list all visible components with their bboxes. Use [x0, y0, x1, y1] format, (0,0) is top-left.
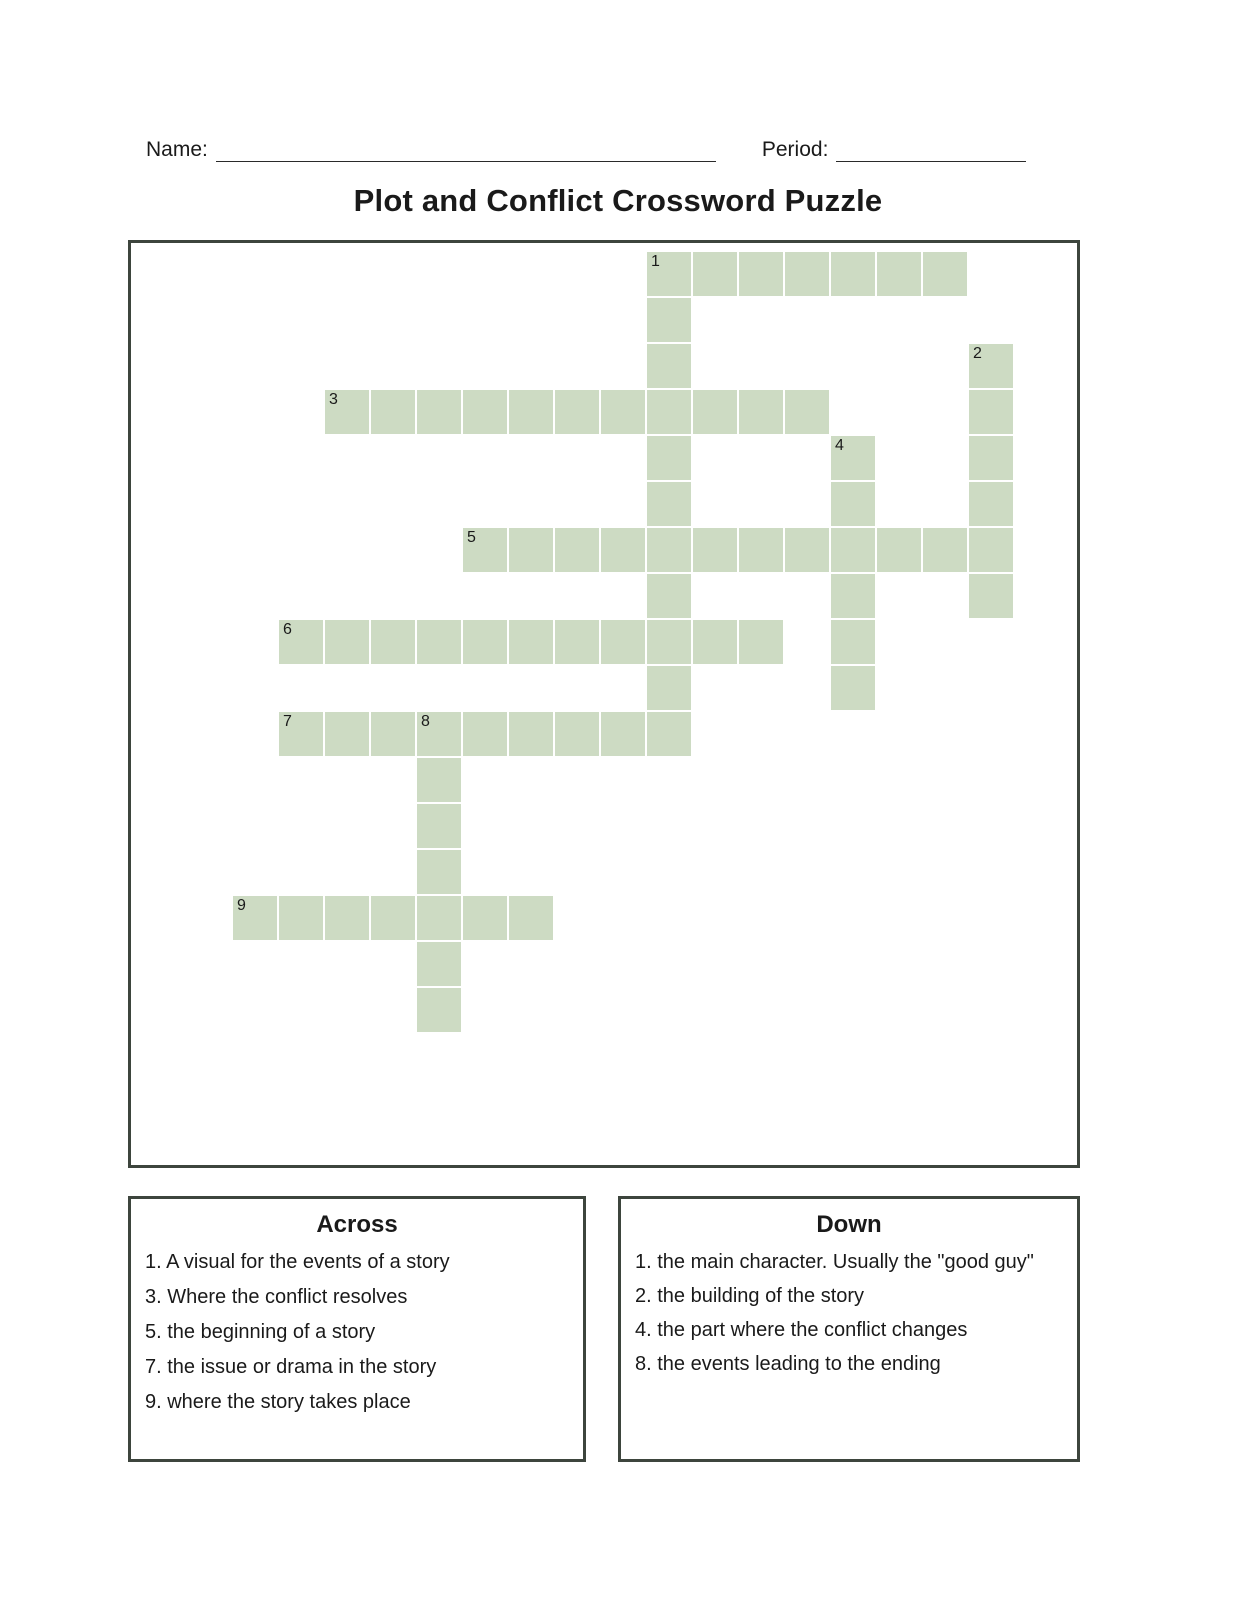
crossword-cell[interactable] — [462, 619, 508, 665]
crossword-cell[interactable] — [646, 343, 692, 389]
crossword-cells-container — [131, 243, 1077, 1165]
down-clue-item: 4. the part where the conflict changes — [635, 1319, 968, 1341]
crossword-cell[interactable] — [554, 389, 600, 435]
crossword-cell[interactable] — [278, 711, 324, 757]
crossword-cell[interactable] — [968, 435, 1014, 481]
crossword-cell[interactable] — [646, 389, 692, 435]
crossword-cell[interactable] — [738, 251, 784, 297]
crossword-cell[interactable] — [416, 757, 462, 803]
down-heading: Down — [816, 1211, 882, 1238]
crossword-cell[interactable] — [324, 895, 370, 941]
crossword-cell[interactable] — [554, 711, 600, 757]
crossword-cell[interactable] — [278, 895, 324, 941]
crossword-cell[interactable] — [738, 619, 784, 665]
crossword-cell[interactable] — [370, 895, 416, 941]
crossword-cell[interactable] — [830, 619, 876, 665]
crossword-cell[interactable] — [416, 849, 462, 895]
crossword-cell[interactable] — [416, 895, 462, 941]
crossword-cell[interactable] — [692, 619, 738, 665]
crossword-cell[interactable] — [784, 527, 830, 573]
crossword-cell[interactable] — [876, 251, 922, 297]
crossword-cell[interactable] — [646, 435, 692, 481]
cell-number: 1 — [651, 253, 660, 270]
crossword-cell[interactable] — [830, 573, 876, 619]
crossword-cell[interactable] — [370, 619, 416, 665]
student-info-line — [146, 126, 1066, 162]
crossword-cell[interactable] — [830, 481, 876, 527]
page-title: Plot and Conflict Crossword Puzzle — [353, 183, 883, 218]
across-clue-item: 7. the issue or drama in the story — [145, 1356, 437, 1378]
cell-number: 8 — [421, 713, 430, 730]
across-heading: Across — [316, 1211, 398, 1238]
crossword-cell[interactable] — [692, 527, 738, 573]
crossword-cell[interactable] — [554, 527, 600, 573]
down-clue-item: 2. the building of the story — [635, 1285, 865, 1307]
crossword-cell[interactable] — [370, 711, 416, 757]
across-clues-box — [128, 1196, 586, 1462]
across-clue-item: 3. Where the conflict resolves — [145, 1286, 408, 1308]
crossword-cell[interactable] — [646, 619, 692, 665]
crossword-cell[interactable] — [232, 895, 278, 941]
crossword-cell[interactable] — [646, 481, 692, 527]
cell-number: 2 — [973, 345, 982, 362]
crossword-cell[interactable] — [462, 389, 508, 435]
crossword-cell[interactable] — [324, 711, 370, 757]
crossword-cell[interactable] — [416, 619, 462, 665]
crossword-cell[interactable] — [508, 389, 554, 435]
crossword-cell[interactable] — [462, 711, 508, 757]
crossword-cell[interactable] — [922, 527, 968, 573]
name-label: Name: — [146, 138, 208, 161]
crossword-cell[interactable] — [646, 665, 692, 711]
crossword-cell[interactable] — [738, 389, 784, 435]
crossword-cell[interactable] — [324, 389, 370, 435]
cell-number: 6 — [283, 621, 292, 638]
cell-number: 5 — [467, 529, 476, 546]
across-clue-item: 9. where the story takes place — [145, 1391, 411, 1413]
crossword-cell[interactable] — [646, 573, 692, 619]
crossword-cell[interactable] — [784, 389, 830, 435]
crossword-cell[interactable] — [508, 619, 554, 665]
crossword-cell[interactable] — [692, 251, 738, 297]
crossword-cell[interactable] — [416, 987, 462, 1033]
crossword-cell[interactable] — [922, 251, 968, 297]
crossword-cell[interactable] — [968, 481, 1014, 527]
name-input[interactable] — [216, 140, 716, 162]
crossword-cell[interactable] — [508, 711, 554, 757]
crossword-cell[interactable] — [968, 573, 1014, 619]
period-input[interactable] — [836, 140, 1026, 162]
crossword-cell[interactable] — [646, 297, 692, 343]
crossword-cell[interactable] — [508, 895, 554, 941]
crossword-cell[interactable] — [830, 665, 876, 711]
crossword-cell[interactable] — [278, 619, 324, 665]
crossword-cell[interactable] — [508, 527, 554, 573]
crossword-cell[interactable] — [830, 435, 876, 481]
crossword-cell[interactable] — [462, 527, 508, 573]
cell-number: 7 — [283, 713, 292, 730]
down-clue-item: 1. the main character. Usually the "good guy" — [635, 1251, 1034, 1273]
period-label: Period: — [761, 138, 829, 161]
crossword-cell[interactable] — [646, 711, 692, 757]
crossword-grid — [128, 240, 1080, 1168]
crossword-cell[interactable] — [968, 389, 1014, 435]
crossword-cell[interactable] — [784, 251, 830, 297]
crossword-cell[interactable] — [876, 527, 922, 573]
crossword-cell[interactable] — [554, 619, 600, 665]
crossword-cell[interactable] — [646, 527, 692, 573]
crossword-cell[interactable] — [324, 619, 370, 665]
crossword-cell[interactable] — [830, 251, 876, 297]
crossword-cell[interactable] — [968, 527, 1014, 573]
cell-number: 4 — [835, 437, 844, 454]
crossword-cell[interactable] — [600, 711, 646, 757]
crossword-cell[interactable] — [738, 527, 784, 573]
crossword-cell[interactable] — [370, 389, 416, 435]
crossword-cell[interactable] — [830, 527, 876, 573]
across-clue-list — [145, 1245, 569, 1420]
across-clue-item: 5. the beginning of a story — [145, 1321, 376, 1343]
crossword-cell[interactable] — [692, 389, 738, 435]
crossword-cell[interactable] — [646, 251, 692, 297]
cell-number: 3 — [329, 391, 338, 408]
crossword-cell[interactable] — [416, 803, 462, 849]
cell-number: 9 — [237, 897, 246, 914]
crossword-cell[interactable] — [600, 389, 646, 435]
crossword-cell[interactable] — [600, 619, 646, 665]
crossword-cell[interactable] — [416, 941, 462, 987]
crossword-cell[interactable] — [600, 527, 646, 573]
down-clue-item: 8. the events leading to the ending — [635, 1353, 941, 1375]
down-clues-box — [618, 1196, 1080, 1462]
down-clue-list — [635, 1245, 1063, 1381]
across-clue-item: 1. A visual for the events of a story — [145, 1251, 450, 1273]
crossword-cell[interactable] — [416, 711, 462, 757]
crossword-cell[interactable] — [416, 389, 462, 435]
crossword-cell[interactable] — [462, 895, 508, 941]
crossword-cell[interactable] — [968, 343, 1014, 389]
